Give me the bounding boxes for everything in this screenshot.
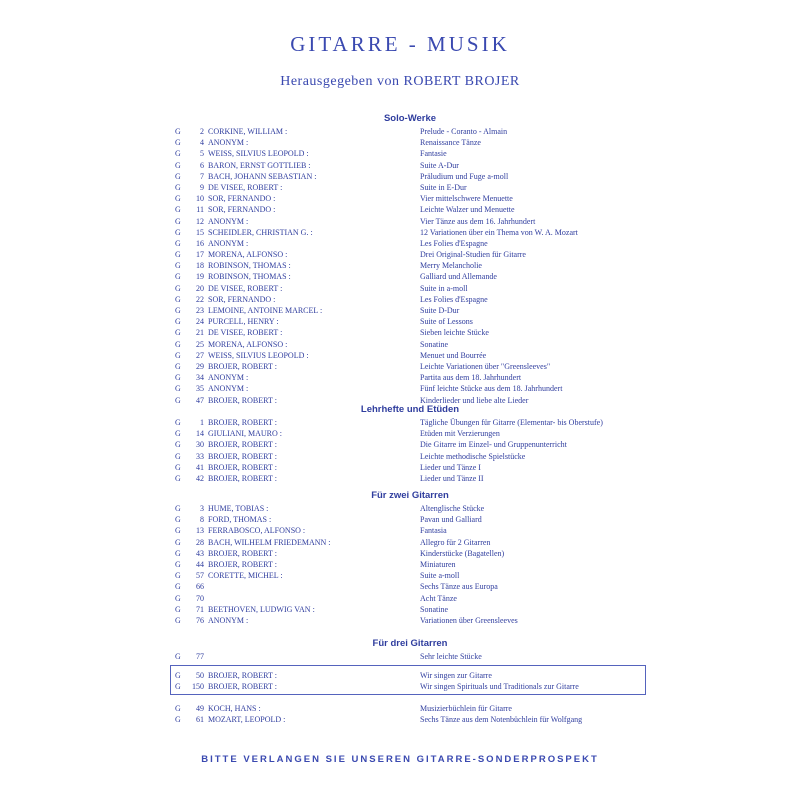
series-prefix: G xyxy=(175,671,181,680)
composer-name: FERRABOSCO, ALFONSO : xyxy=(208,526,306,536)
catalog-row xyxy=(175,137,645,148)
series-prefix: G xyxy=(175,127,181,136)
catalog-number: 27 xyxy=(196,350,204,360)
composer-name: LEMOINE, ANTOINE MARCEL : xyxy=(208,306,323,315)
catalog-number: 9 xyxy=(200,182,204,192)
work-title: Tägliche Übungen für Gitarre (Elementar- bis Oberstufe) xyxy=(420,418,603,427)
catalog-row xyxy=(175,451,645,462)
catalog-row xyxy=(175,316,645,327)
composer-name: ANONYM : xyxy=(208,615,249,625)
catalog-number: 76 xyxy=(196,615,204,625)
catalog-number: 21 xyxy=(196,328,204,338)
catalog-row xyxy=(175,372,645,383)
series-prefix: G xyxy=(175,429,181,439)
series-prefix: G xyxy=(175,526,181,536)
catalog-number: 29 xyxy=(196,361,204,371)
work-title: Altenglische Stücke xyxy=(420,504,485,513)
work-title: Sonatine xyxy=(420,339,448,349)
page-title: GITARRE - MUSIK xyxy=(290,32,510,56)
catalog-row xyxy=(175,383,645,394)
publisher-line: Herausgegeben von ROBERT BROJER xyxy=(280,74,520,89)
series-prefix: G xyxy=(175,250,181,260)
catalog-number: 50 xyxy=(196,671,204,680)
work-title: Sechs Tänze aus dem Notenbüchlein für Wolfgang xyxy=(420,715,583,725)
series-prefix: G xyxy=(175,272,181,282)
series-prefix: G xyxy=(175,515,181,525)
work-title: Sieben leichte Stücke xyxy=(420,328,489,338)
catalog-number: 47 xyxy=(196,395,204,405)
catalog-section xyxy=(175,111,645,406)
work-title: Drei Original-Studien für Gitarre xyxy=(420,250,526,260)
work-title: Prelude - Coranto - Almain xyxy=(420,127,508,136)
series-prefix: G xyxy=(175,537,181,547)
catalog-row xyxy=(175,428,645,439)
composer-name: ANONYM : xyxy=(208,238,249,248)
catalog-row xyxy=(175,473,645,484)
composer-name: PURCELL, HENRY : xyxy=(208,317,279,327)
section-heading: Für zwei Gitarren xyxy=(371,490,449,501)
catalog-number: 6 xyxy=(200,160,204,170)
catalog-number: 7 xyxy=(200,171,204,181)
catalog-row xyxy=(175,570,645,581)
series-prefix: G xyxy=(175,205,181,215)
series-prefix: G xyxy=(175,571,181,581)
work-title: Kinderstücke (Bagatellen) xyxy=(420,548,505,558)
section-heading: Für drei Gitarren xyxy=(372,638,448,649)
composer-name: BROJER, ROBERT : xyxy=(208,361,277,371)
work-title: Sehr leichte Stücke xyxy=(420,652,482,661)
catalog-row xyxy=(175,537,645,548)
catalog-number: 13 xyxy=(196,526,204,536)
catalog-number: 10 xyxy=(196,194,204,204)
series-prefix: G xyxy=(175,317,181,327)
catalog-number: 18 xyxy=(196,261,204,271)
catalog-row xyxy=(175,193,645,204)
composer-name: ANONYM : xyxy=(208,138,249,148)
catalog-row xyxy=(175,593,645,604)
series-prefix: G xyxy=(175,350,181,360)
work-title: Suite of Lessons xyxy=(420,317,473,327)
work-title: Etüden mit Verzierungen xyxy=(420,429,500,439)
catalog-row xyxy=(175,238,645,249)
work-title: Galliard und Allemande xyxy=(420,272,497,282)
series-prefix: G xyxy=(175,283,181,293)
series-prefix: G xyxy=(175,395,181,405)
series-prefix: G xyxy=(175,384,181,394)
composer-name: BROJER, ROBERT : xyxy=(208,395,277,405)
series-prefix: G xyxy=(175,504,181,513)
catalog-row xyxy=(175,204,645,215)
series-prefix: G xyxy=(175,451,181,461)
catalog-number: 14 xyxy=(196,429,204,439)
work-title: Menuet und Bourrée xyxy=(420,350,487,360)
composer-name: DE VISEE, ROBERT : xyxy=(208,182,283,192)
composer-name: BACH, WILHELM FRIEDEMANN : xyxy=(208,537,331,547)
work-title: Wir singen zur Gitarre xyxy=(420,671,492,680)
catalog-number: 150 xyxy=(192,682,204,692)
series-prefix: G xyxy=(175,138,181,148)
catalog-number: 41 xyxy=(196,462,204,472)
series-prefix: G xyxy=(175,682,181,692)
series-prefix: G xyxy=(175,306,181,315)
composer-name: BROJER, ROBERT : xyxy=(208,671,277,680)
catalog-number: 11 xyxy=(196,205,204,215)
catalog-number: 66 xyxy=(196,582,204,592)
work-title: Leichte Variationen über "Greensleeves" xyxy=(420,361,551,371)
catalog-row xyxy=(175,327,645,338)
catalog-number: 30 xyxy=(196,440,204,450)
catalog-row xyxy=(175,305,645,316)
catalog-number: 4 xyxy=(200,138,204,148)
work-title: Partita aus dem 18. Jahrhundert xyxy=(420,373,522,383)
series-prefix: G xyxy=(175,238,181,248)
series-prefix: G xyxy=(175,418,181,427)
catalog-number: 77 xyxy=(196,652,204,661)
catalog-row xyxy=(175,148,645,159)
catalog-row xyxy=(175,171,645,182)
composer-name: BEETHOVEN, LUDWIG VAN : xyxy=(208,604,315,614)
composer-name: WEISS, SILVIUS LEOPOLD : xyxy=(208,350,309,360)
work-title: Acht Tänze xyxy=(420,593,457,603)
work-title: Variationen über Greensleeves xyxy=(420,615,518,625)
catalog-number: 2 xyxy=(200,127,204,136)
catalog-number: 43 xyxy=(196,548,204,558)
catalog-row xyxy=(175,126,645,137)
catalog-number: 15 xyxy=(196,227,204,237)
catalog-number: 5 xyxy=(200,149,204,159)
work-title: Vier mittelschwere Menuette xyxy=(420,194,513,204)
composer-name: KOCH, HANS : xyxy=(208,704,261,713)
series-prefix: G xyxy=(175,361,181,371)
work-title: Präludium und Fuge a-moll xyxy=(420,171,509,181)
work-title: Fünf leichte Stücke aus dem 18. Jahrhundert xyxy=(420,384,563,394)
series-prefix: G xyxy=(175,704,181,713)
catalog-number: 35 xyxy=(196,384,204,394)
series-prefix: G xyxy=(175,149,181,159)
footer-note: BITTE VERLANGEN SIE UNSEREN GITARRE-SONDERPROSPEKT xyxy=(201,754,599,765)
work-title: Suite in a-moll xyxy=(420,283,468,293)
catalog-row xyxy=(175,417,645,428)
composer-name: BROJER, ROBERT : xyxy=(208,682,277,692)
catalog-section xyxy=(175,488,645,626)
series-prefix: G xyxy=(175,339,181,349)
catalog-number: 34 xyxy=(196,373,204,383)
catalog-row xyxy=(175,182,645,193)
series-prefix: G xyxy=(175,462,181,472)
catalog-row xyxy=(175,670,645,681)
work-title: Leichte methodische Spielstücke xyxy=(420,451,526,461)
catalog-row xyxy=(175,249,645,260)
composer-name: BROJER, ROBERT : xyxy=(208,548,277,558)
series-prefix: G xyxy=(175,604,181,614)
catalog-number: 12 xyxy=(196,216,204,226)
catalog-number: 28 xyxy=(196,537,204,547)
composer-name: BROJER, ROBERT : xyxy=(208,451,277,461)
series-prefix: G xyxy=(175,171,181,181)
series-prefix: G xyxy=(175,615,181,625)
catalog-number: 61 xyxy=(196,715,204,725)
series-prefix: G xyxy=(175,328,181,338)
catalog-number: 23 xyxy=(196,306,204,315)
catalog-row xyxy=(175,294,645,305)
series-prefix: G xyxy=(175,261,181,271)
composer-name: MOZART, LEOPOLD : xyxy=(208,715,286,725)
catalog-row xyxy=(175,462,645,473)
series-prefix: G xyxy=(175,652,181,661)
catalog-row xyxy=(175,350,645,361)
work-title: Renaissance Tänze xyxy=(420,138,481,148)
catalog-number: 25 xyxy=(196,339,204,349)
composer-name: ROBINSON, THOMAS : xyxy=(208,261,291,271)
work-title: Leichte Walzer und Menuette xyxy=(420,205,515,215)
series-prefix: G xyxy=(175,227,181,237)
catalog-number: 70 xyxy=(196,593,204,603)
catalog-row xyxy=(175,604,645,615)
series-prefix: G xyxy=(175,715,181,725)
series-prefix: G xyxy=(175,194,181,204)
catalog-number: 33 xyxy=(196,451,204,461)
section-heading: Lehrhefte und Etüden xyxy=(360,404,460,415)
composer-name: MORENA, ALFONSO : xyxy=(208,250,288,260)
work-title: Les Folies d'Espagne xyxy=(420,238,488,248)
catalog-row xyxy=(175,525,645,536)
series-prefix: G xyxy=(175,182,181,192)
catalog-number: 1 xyxy=(200,418,204,427)
work-title: Wir singen Spirituals und Traditionals zur Gitarre xyxy=(420,682,579,692)
work-title: Miniaturen xyxy=(420,559,456,569)
work-title: Suite A-Dur xyxy=(420,160,459,170)
work-title: Suite a-moll xyxy=(420,571,460,581)
composer-name: BROJER, ROBERT : xyxy=(208,418,277,427)
work-title: Sonatine xyxy=(420,604,448,614)
catalog-number: 42 xyxy=(196,473,204,483)
composer-name: SCHEIDLER, CHRISTIAN G. : xyxy=(208,227,313,237)
composer-name: ANONYM : xyxy=(208,216,249,226)
section-heading: Solo-Werke xyxy=(383,113,437,124)
composer-name: SOR, FERNANDO : xyxy=(208,294,276,304)
work-title: Fantasia xyxy=(420,526,447,536)
catalog-number: 44 xyxy=(196,559,204,569)
composer-name: ANONYM : xyxy=(208,384,249,394)
composer-name: SOR, FERNANDO : xyxy=(208,194,276,204)
composer-name: DE VISEE, ROBERT : xyxy=(208,328,283,338)
catalog-row xyxy=(175,548,645,559)
work-title: Die Gitarre im Einzel- und Gruppenunterricht xyxy=(420,440,567,450)
composer-name: GIULIANI, MAURO : xyxy=(208,429,282,439)
catalog-row xyxy=(175,581,645,592)
catalog-number: 49 xyxy=(196,704,204,713)
composer-name: BARON, ERNST GOTTLIEB : xyxy=(208,160,311,170)
catalog-row xyxy=(175,439,645,450)
catalog-number: 22 xyxy=(196,294,204,304)
composer-name: BROJER, ROBERT : xyxy=(208,559,277,569)
catalog-row xyxy=(175,361,645,372)
catalog-row xyxy=(175,651,645,662)
composer-name: CORETTE, MICHEL : xyxy=(208,571,283,581)
work-title: Lieder und Tänze II xyxy=(420,473,484,483)
composer-name: MORENA, ALFONSO : xyxy=(208,339,288,349)
catalog-row xyxy=(175,615,645,626)
work-title: Merry Melancholie xyxy=(420,261,482,271)
catalog-number: 3 xyxy=(200,504,204,513)
catalog-number: 19 xyxy=(196,272,204,282)
catalog-row xyxy=(175,216,645,227)
work-title: Sechs Tänze aus Europa xyxy=(420,582,498,592)
composer-name: ROBINSON, THOMAS : xyxy=(208,272,291,282)
work-title: Suite D-Dur xyxy=(420,306,460,315)
series-prefix: G xyxy=(175,593,181,603)
catalog-number: 17 xyxy=(196,250,204,260)
composer-name: BACH, JOHANN SEBASTIAN : xyxy=(208,171,317,181)
catalog-row xyxy=(175,227,645,238)
work-title: Les Folies d'Espagne xyxy=(420,294,488,304)
catalog-number: 20 xyxy=(196,283,204,293)
catalog-row xyxy=(175,681,645,692)
composer-name: BROJER, ROBERT : xyxy=(208,440,277,450)
catalog-number: 71 xyxy=(196,604,204,614)
catalog-number: 16 xyxy=(196,238,204,248)
catalog-row xyxy=(175,714,645,725)
work-title: Pavan und Galliard xyxy=(420,515,482,525)
work-title: Lieder und Tänze I xyxy=(420,462,481,472)
catalog-section xyxy=(175,636,645,662)
work-title: Musizierbüchlein für Gitarre xyxy=(420,704,512,713)
catalog-row xyxy=(175,283,645,294)
work-title: Kinderlieder und liebe alte Lieder xyxy=(420,395,529,405)
catalog-row xyxy=(175,260,645,271)
catalog-number: 57 xyxy=(196,571,204,581)
work-title: Fantasie xyxy=(420,149,447,159)
composer-name: SOR, FERNANDO : xyxy=(208,205,276,215)
series-prefix: G xyxy=(175,373,181,383)
work-title: 12 Variationen über ein Thema von W. A. Mozart xyxy=(420,227,578,237)
catalog-row xyxy=(175,559,645,570)
catalog-row xyxy=(175,514,645,525)
composer-name: BROJER, ROBERT : xyxy=(208,462,277,472)
composer-name: WEISS, SILVIUS LEOPOLD : xyxy=(208,149,309,159)
series-prefix: G xyxy=(175,582,181,592)
composer-name: ANONYM : xyxy=(208,373,249,383)
extra-rows xyxy=(175,703,645,725)
catalog-row xyxy=(175,339,645,350)
series-prefix: G xyxy=(175,160,181,170)
catalog-row xyxy=(175,503,645,514)
series-prefix: G xyxy=(175,440,181,450)
catalog-section xyxy=(175,402,645,484)
composer-name: CORKINE, WILLIAM : xyxy=(208,127,288,136)
series-prefix: G xyxy=(175,216,181,226)
catalog-row xyxy=(175,271,645,282)
composer-name: DE VISEE, ROBERT : xyxy=(208,283,283,293)
catalog-number: 24 xyxy=(196,317,204,327)
series-prefix: G xyxy=(175,473,181,483)
composer-name: FORD, THOMAS : xyxy=(208,515,272,525)
composer-name: HUME, TOBIAS : xyxy=(208,504,269,513)
catalog-row xyxy=(175,703,645,714)
catalog-row xyxy=(175,160,645,171)
work-title: Vier Tänze aus dem 16. Jahrhundert xyxy=(420,216,536,226)
work-title: Suite in E-Dur xyxy=(420,182,467,192)
composer-name: BROJER, ROBERT : xyxy=(208,473,277,483)
series-prefix: G xyxy=(175,294,181,304)
boxed-rows xyxy=(175,670,645,692)
series-prefix: G xyxy=(175,559,181,569)
series-prefix: G xyxy=(175,548,181,558)
work-title: Allegro für 2 Gitarren xyxy=(420,537,491,547)
catalog-number: 8 xyxy=(200,515,204,525)
